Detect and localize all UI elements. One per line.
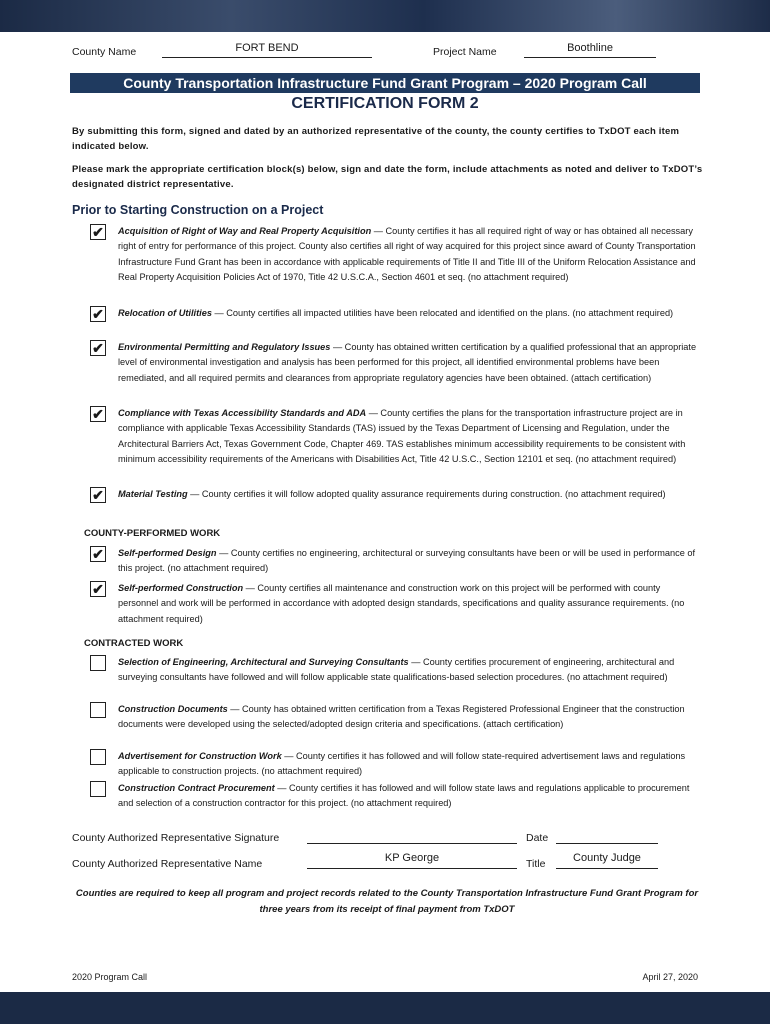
item-construction-documents	[118, 702, 698, 731]
bottom-decorative-band	[0, 992, 770, 1024]
records-note: Counties are required to keep all program and project records related to the County Transportation Infrastructure Fund Grant Program for three years from its receipt of final payment from TxDOT	[75, 888, 699, 915]
rep-name-field[interactable]: KP George	[307, 852, 517, 869]
item-self-design	[118, 546, 698, 577]
item-title: Self-performed Construction	[118, 583, 244, 593]
project-name-field[interactable]: Boothline	[524, 42, 656, 58]
checkbox-material-testing[interactable]: ✔	[90, 487, 106, 503]
title-field[interactable]: County Judge	[556, 852, 658, 869]
checkbox-self-design[interactable]: ✔	[90, 546, 106, 562]
checkbox-utilities[interactable]: ✔	[90, 306, 106, 322]
item-text: — County certifies it has all required right of way or has obtained all necessary right of entry for performance of this project. County also certifies all right of way acquired for this project since award of County Transportation Infrastructure Fund Grant has been in accordance with applicable requirements of Title II and Title III of the Uniform Relocation Assistance and Real Property Acquisition Policies Act of 1970, Title 42 U.S.C.A., Section 4601 et seq. (no attachment required)	[118, 226, 696, 283]
title-label: Title	[526, 858, 546, 870]
checkbox-accessibility[interactable]: ✔	[90, 406, 106, 422]
footer-right: April 27, 2020	[642, 972, 698, 982]
item-self-construction	[118, 581, 698, 627]
item-text: — County certifies procurement of engineering, architectural and surveying consultants have followed and will follow applicable state qualifications-based selection procedures. (no attachment required)	[118, 657, 675, 682]
contracted-heading: CONTRACTED WORK	[84, 638, 184, 649]
checkbox-right-of-way[interactable]: ✔	[90, 224, 106, 240]
project-name-label: Project Name	[433, 46, 497, 58]
item-right-of-way	[118, 224, 698, 286]
item-title: Advertisement for Construction Work	[118, 751, 282, 761]
checkbox-environmental[interactable]: ✔	[90, 340, 106, 356]
item-consultant-selection	[118, 655, 698, 684]
date-label: Date	[526, 832, 549, 844]
item-text: — County has obtained written certification by a qualified professional that an appropriate level of environmental investigation and analysis has been performed for this project, all identified environmental problems have been remediated, and all required permits and clearances from appropriate regulatory agencies have been obtained. (attach certification)	[118, 342, 697, 383]
item-environmental	[118, 340, 698, 386]
county-name-field[interactable]: FORT BEND	[162, 42, 372, 58]
item-title: Acquisition of Right of Way and Real Property Acquisition	[118, 226, 372, 236]
item-advertisement	[118, 749, 698, 778]
item-title: Compliance with Texas Accessibility Standards and ADA	[118, 408, 367, 418]
item-contract-procurement	[118, 781, 698, 810]
form-title: CERTIFICATION FORM 2	[291, 95, 479, 112]
item-utilities	[118, 306, 698, 321]
item-text: — County certifies all impacted utilities have been relocated and identified on the plans. (no attachment required)	[211, 308, 674, 318]
item-text: — County certifies it has followed and will follow state laws and regulations applicable to procurement and selection of a construction contractor for this project. (no attachment required)	[118, 783, 690, 808]
checkbox-advertisement[interactable]	[90, 749, 106, 765]
item-text: — County certifies all maintenance and construction work on this project will be performed with county personnel and work will be performed in accordance with adopted design standards, specifications and quality assurance requirements. (no attachment required)	[118, 583, 685, 624]
checkbox-construction-documents[interactable]	[90, 702, 106, 718]
item-text: — County certifies it will follow adopted quality assurance requirements during construction. (no attachment required)	[187, 489, 666, 499]
footer-left: 2020 Program Call	[72, 972, 148, 982]
intro-paragraph-1: By submitting this form, signed and dated by an authorized representative of the county, the county certifies to TxDOT each item indicated below.	[72, 126, 680, 152]
checkbox-consultant-selection[interactable]	[90, 655, 106, 671]
item-title: Selection of Engineering, Architectural and Surveying Consultants	[118, 657, 409, 667]
item-title: Material Testing	[118, 489, 188, 499]
top-decorative-band	[0, 0, 770, 32]
checkbox-contract-procurement[interactable]	[90, 781, 106, 797]
checkbox-self-construction[interactable]: ✔	[90, 581, 106, 597]
date-field[interactable]	[556, 828, 658, 844]
item-text: — County certifies it has followed and will follow state-required advertisement laws and regulations applicable to construction projects. (no attachment required)	[118, 751, 686, 776]
rep-name-label: County Authorized Representative Name	[72, 858, 263, 870]
item-text: — County certifies no engineering, architectural or surveying consultants have been or will be used in performance of this project. (no attachment required)	[118, 548, 696, 574]
county-performed-heading: COUNTY-PERFORMED WORK	[84, 528, 221, 539]
intro-paragraph-2: Please mark the appropriate certification block(s) below, sign and date the form, include attachments as noted and deliver to TxDOT’s designated district representative.	[72, 164, 703, 190]
item-material-testing	[118, 487, 698, 502]
item-title: Environmental Permitting and Regulatory Issues	[118, 342, 331, 352]
item-title: Relocation of Utilities	[118, 308, 212, 318]
item-text: — County has obtained written certification from a Texas Registered Professional Engineer that the construction documents were developed using the selected/adopted design criteria and specifications. (attach certification)	[118, 704, 685, 729]
item-text: — County certifies the plans for the transportation infrastructure project are in compliance with applicable Texas Accessibility Standards (TAS) issued by the Texas Department of Licensing and Regulation, under the Architectural Barriers Act, Texas Government Code, Chapter 469. TAS establishes minimum accessibility requirements to be consistent with minimum accessibility requirements of the Americans with Disabilities Act, Title 42 U.S.C., Section 12101 et seq. (no attachment required)	[118, 408, 686, 465]
item-accessibility	[118, 406, 698, 468]
signature-field[interactable]	[307, 828, 517, 844]
item-title: Construction Documents	[118, 704, 228, 714]
program-banner: County Transportation Infrastructure Fund Grant Program – 2020 Program Call	[70, 73, 700, 93]
section-title: Prior to Starting Construction on a Project	[72, 203, 324, 217]
county-name-label: County Name	[72, 46, 137, 58]
item-title: Construction Contract Procurement	[118, 783, 275, 793]
item-title: Self-performed Design	[118, 548, 217, 558]
signature-label: County Authorized Representative Signature	[72, 832, 280, 844]
